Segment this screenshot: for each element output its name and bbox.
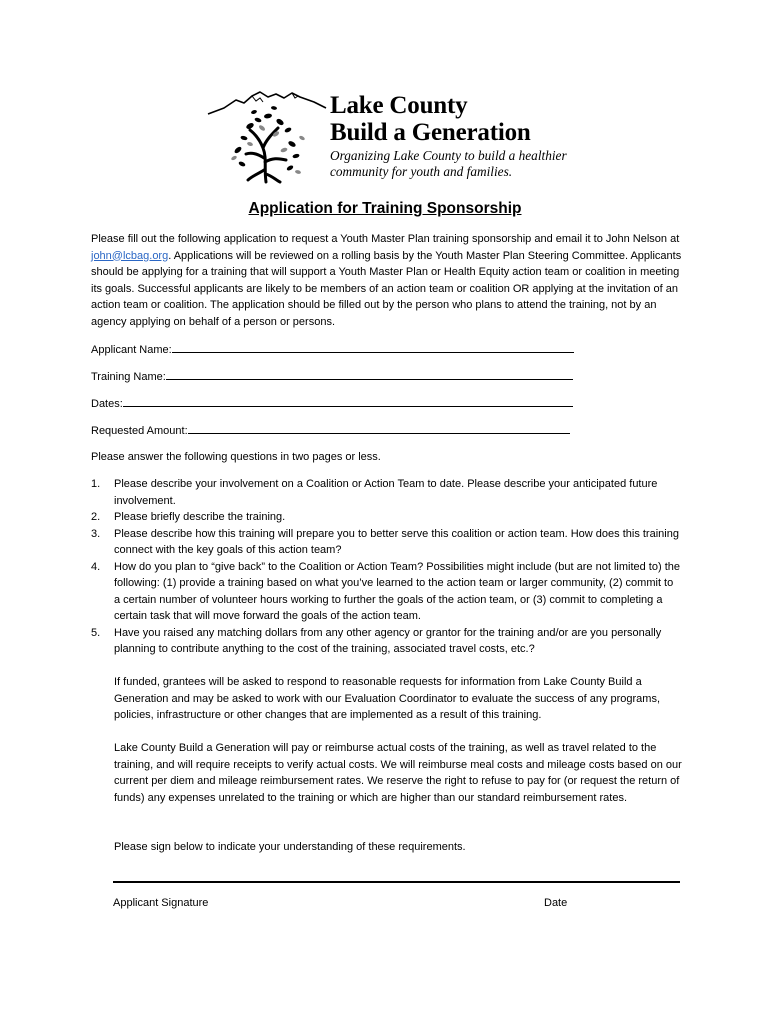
signature-line[interactable]: [113, 881, 680, 883]
costs-paragraph: Lake County Build a Generation will pay or reimburse actual costs of the training, as well as travel related to the training, and will require receipts to verify actual costs. We will reimburse meal costs and mileage costs based on our current per diem and mileage reimbursement rates. We reserve the right to refuse to pay for (or request the return of funds) any expenses unrelated to the training or which are higher than our standard reimbursement rates.: [114, 742, 682, 804]
requested-amount-label: Requested Amount:: [91, 425, 188, 437]
funded-paragraph: If funded, grantees will be asked to respond to reasonable requests for information from Lake County Build a Generation and may be asked to work with our Evaluation Coordinator to evaluate the success of any programs, policies, infrastructure or other changes that are implemented as a result of this training.: [114, 676, 661, 721]
mountain-tree-logo-icon: [206, 88, 328, 184]
question-text: Please describe how this training will prepare you to better serve this coalition or action team. How does this training connect with the key goals of this action team?: [114, 527, 679, 556]
questions-list: [91, 476, 681, 658]
question-number: 2.: [91, 511, 101, 523]
logo-line-2: Build a Generation: [330, 119, 531, 146]
intro-text-end: . Applications will be reviewed on a rolling basis by the Youth Master Plan Steering Committee. Applicants should be applying for a training that will support a Youth Master Plan or Health Equity action team or coalition in meeting its goals. Successful applicants are likely to be members of an action team or coalition OR applying at the invitation of an action team or coalition. The application should be filled out by the person who plans to attend the training, not by an agency applying on behalf of a person or persons.: [91, 249, 682, 328]
question-item: [91, 625, 681, 658]
dates-line[interactable]: [123, 396, 573, 407]
question-item: [91, 476, 681, 509]
question-text: How do you plan to “give back” to the Coalition or Action Team? Possibilities might include (but are not limited to) the following: (1) provide a training based on what you’ve learned to the action team or larger community, (2) commit to a certain number of volunteer hours working to further the goals of the action team, or (3) commit to completing a certain task that will move forward the goals of the action team.: [114, 560, 680, 622]
question-item: [91, 526, 681, 559]
question-text: Have you raised any matching dollars from any other agency or grantor for the training and/or are you personally planning to contribute anything to the cost of the training, associated travel costs, etc.?: [114, 626, 662, 655]
logo-wordmark: [330, 92, 531, 146]
question-item: [91, 509, 681, 526]
email-link[interactable]: john@lcbag.org: [91, 249, 169, 262]
question-text: Please briefly describe the training.: [114, 511, 286, 523]
question-number: 1.: [91, 478, 101, 490]
organization-logo: [206, 88, 576, 188]
training-name-line[interactable]: [166, 369, 573, 380]
date-label: Date: [544, 897, 568, 909]
training-name-label: Training Name:: [91, 371, 166, 383]
logo-tagline: Organizing Lake County to build a healthier community for youth and families.: [330, 148, 567, 179]
page-title: Application for Training Sponsorship: [248, 200, 522, 217]
requested-amount-field: [91, 423, 570, 437]
requested-amount-line[interactable]: [188, 423, 570, 434]
intro-text-start: Please fill out the following application to request a Youth Master Plan training sponsorship and email it to John Nelson at: [91, 233, 680, 245]
sign-instruction: Please sign below to indicate your understanding of these requirements.: [114, 841, 466, 853]
question-number: 5.: [91, 626, 101, 639]
question-number: 3.: [91, 527, 101, 540]
logo-line-1: Lake County: [330, 92, 468, 119]
dates-field: [91, 396, 573, 410]
intro-paragraph: [91, 231, 691, 330]
training-name-field: [91, 369, 573, 383]
question-text: Please describe your involvement on a Coalition or Action Team to date. Please describe your anticipated future involvement.: [114, 478, 658, 507]
applicant-name-line[interactable]: [172, 342, 574, 353]
dates-label: Dates:: [91, 398, 123, 410]
applicant-name-label: Applicant Name:: [91, 344, 172, 356]
applicant-signature-label: Applicant Signature: [113, 897, 209, 909]
instructions-text: Please answer the following questions in two pages or less.: [91, 451, 381, 463]
question-item: [91, 559, 681, 625]
applicant-name-field: [91, 342, 574, 356]
question-number: 4.: [91, 560, 101, 573]
